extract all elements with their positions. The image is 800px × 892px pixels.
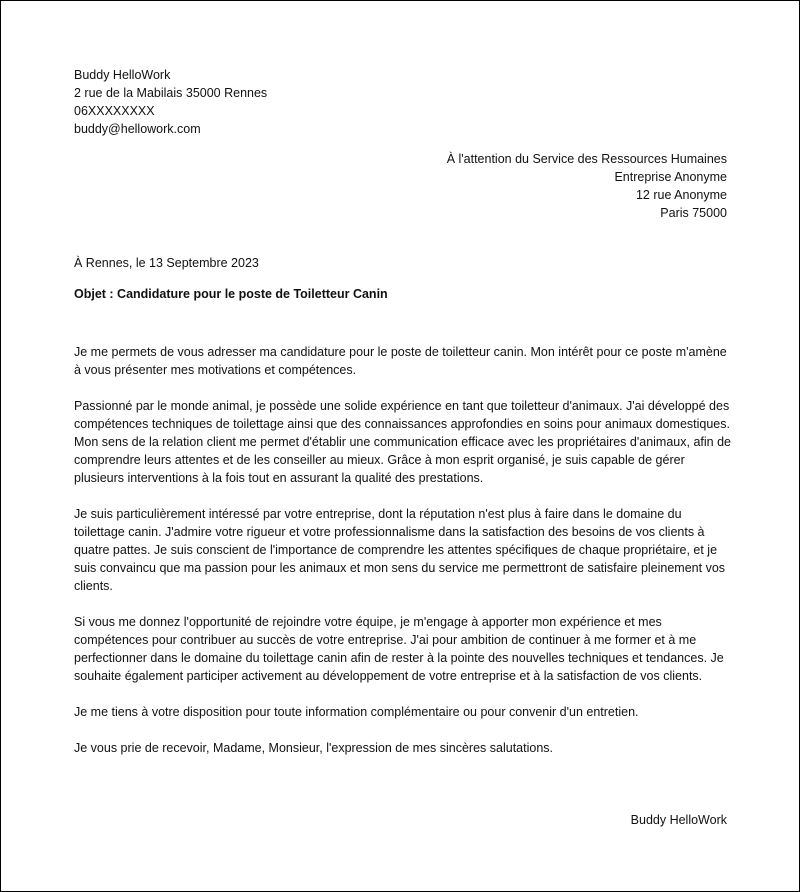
body-paragraph-availability: Je me tiens à votre disposition pour toute information complémentaire ou pour convenir d'un entretien. [74, 705, 639, 719]
sender-phone: 06XXXXXXXX [74, 104, 155, 118]
body-paragraph-commitment: Si vous me donnez l'opportunité de rejoindre votre équipe, je m'engage à apporter mon expérience et mes compétences pour contribuer au succès de votre entreprise. J'ai pour ambition de continuer à me former et à me perfectionner dans le domaine du toilettage canin afin de rester à la pointe des nouvelles techniques et tendances. Je souhaite également participer activement au développement de votre entreprise et à la satisfaction de vos clients. [74, 615, 724, 683]
sender-name: Buddy HelloWork [74, 68, 171, 82]
recipient-attention: À l'attention du Service des Ressources Humaines [446, 152, 727, 166]
body-paragraph-experience: Passionné par le monde animal, je possède une solide expérience en tant que toiletteur d'animaux. J'ai développé des compétences techniques de toilettage ainsi que des connaissances approfondies en soins pour animaux domestiques. Mon sens de la relation client me permet d'établir une communication efficace avec les propriétaires d'animaux, afin de comprendre leurs attentes et de les conseiller au mieux. Grâce à mon esprit organisé, je suis capable de gérer plusieurs interventions à la fois tout en assurant la qualité des prestations. [74, 399, 731, 485]
recipient-city: Paris 75000 [660, 206, 727, 220]
body-paragraph-introduction: Je me permets de vous adresser ma candidature pour le poste de toiletteur canin. Mon intérêt pour ce poste m'amène à vous présenter mes motivations et compétences. [74, 345, 727, 377]
signature: Buddy HelloWork [630, 813, 727, 827]
recipient-street: 12 rue Anonyme [635, 188, 727, 202]
date-line: À Rennes, le 13 Septembre 2023 [74, 256, 259, 270]
letter-body [74, 343, 732, 775]
sender-email: buddy@hellowork.com [74, 122, 201, 136]
body-paragraph-company-interest: Je suis particulièrement intéressé par votre entreprise, dont la réputation n'est plus à faire dans le domaine du toilettage canin. J'admire votre rigueur et votre professionnalisme dans la satisfaction des besoins de vos clients à quatre pattes. Je suis conscient de l'importance de comprendre les attentes spécifiques de chaque propriétaire, et je suis convaincu que ma passion pour les animaux et mon sens du service me permettront de satisfaire pleinement vos clients. [74, 507, 726, 593]
subject-line: Objet : Candidature pour le poste de Toiletteur Canin [74, 287, 388, 301]
sender-block [74, 66, 474, 138]
recipient-company: Entreprise Anonyme [614, 170, 727, 184]
sender-address: 2 rue de la Mabilais 35000 Rennes [74, 86, 268, 100]
body-paragraph-closing: Je vous prie de recevoir, Madame, Monsieur, l'expression de mes sincères salutations. [74, 741, 554, 755]
recipient-block [307, 150, 727, 222]
